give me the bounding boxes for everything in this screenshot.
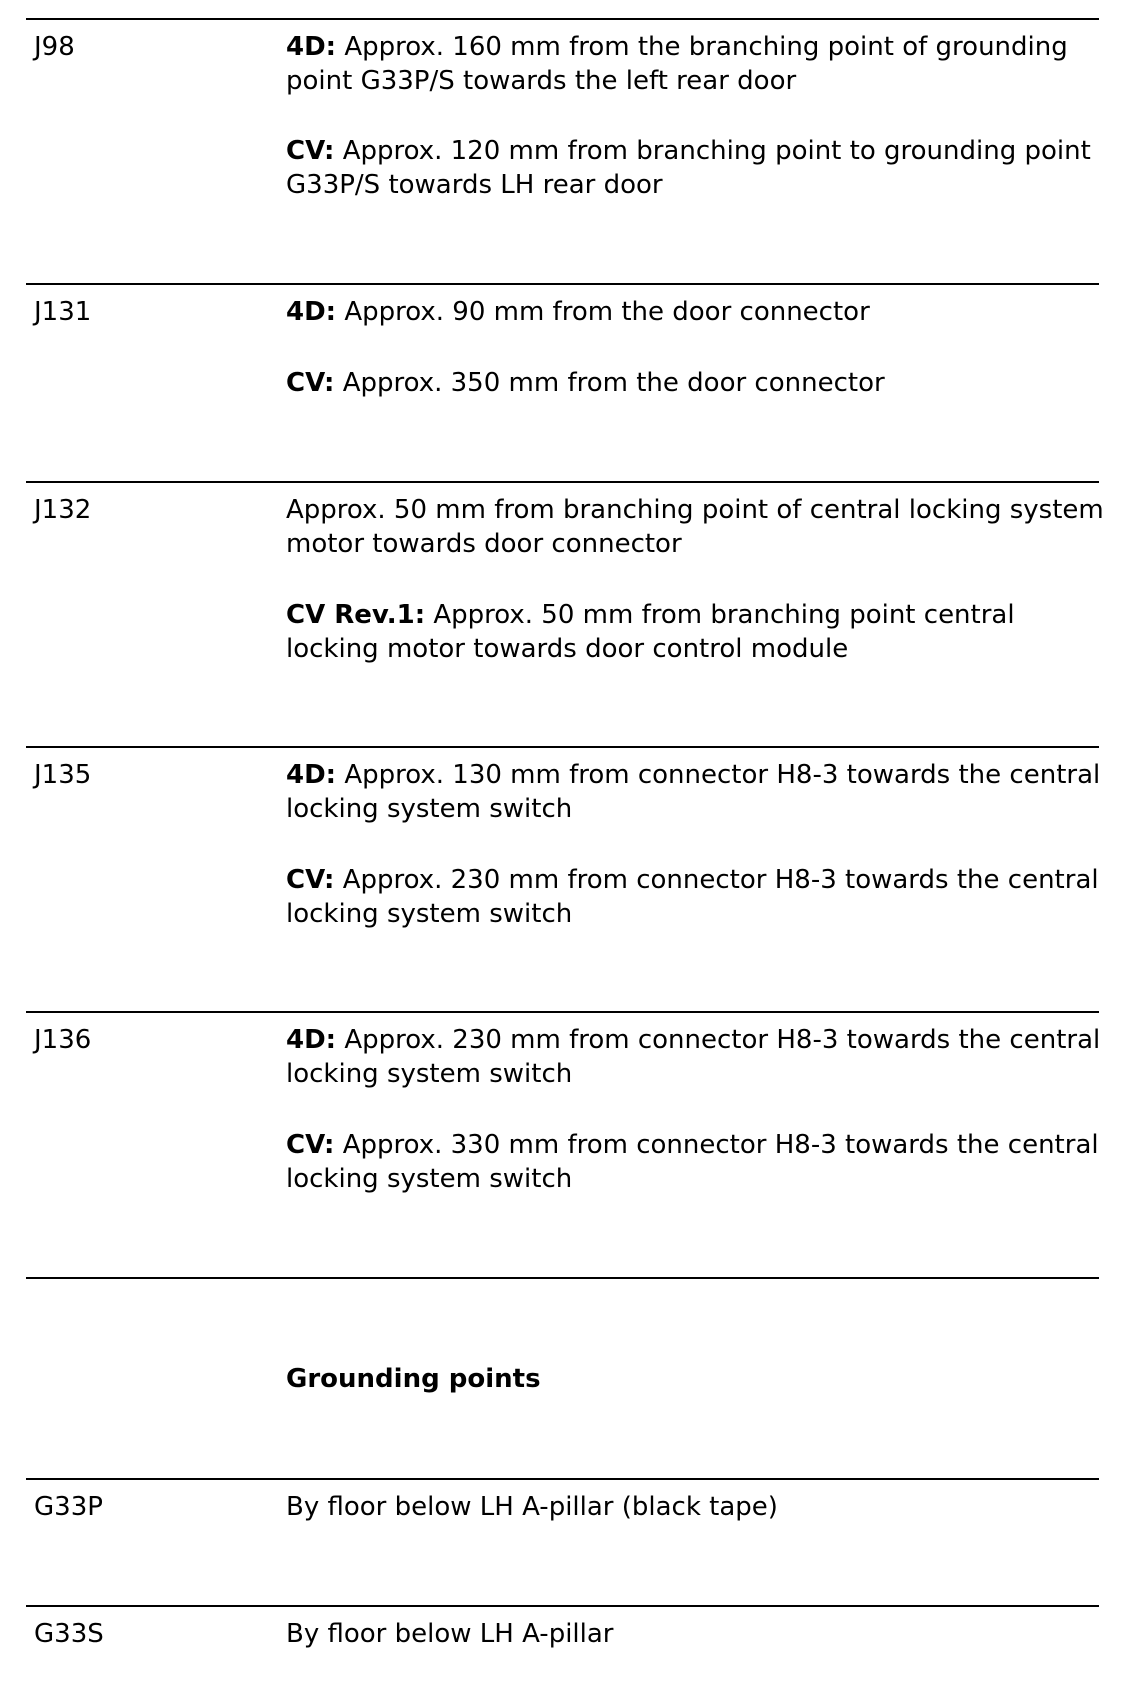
variant-label: CV: (286, 136, 335, 166)
description-text: Approx. 160 mm from the branching point of grounding point G33P/S towards the left rear door (286, 32, 1068, 96)
grounding-description: By floor below LH A-pillar (black tape) (286, 1492, 778, 1522)
variant-label: CV: (286, 1130, 335, 1160)
variant-label: 4D: (286, 297, 337, 327)
location-description (286, 30, 1106, 98)
grounding-code: G33P (34, 1492, 103, 1522)
location-description (286, 134, 1106, 202)
location-description (286, 758, 1106, 826)
row-divider (26, 18, 1099, 20)
variant-label: CV Rev.1: (286, 600, 426, 630)
connector-code: J135 (34, 760, 92, 790)
location-description (286, 863, 1106, 931)
connector-code: J131 (34, 297, 92, 327)
variant-label: CV: (286, 865, 335, 895)
description-text: Approx. 50 mm from branching point central locking motor towards door control module (286, 600, 1015, 664)
location-description (286, 366, 1106, 400)
grounding-code: G33S (34, 1619, 104, 1649)
description-text: Approx. 90 mm from the door connector (336, 297, 870, 327)
location-description (286, 493, 1106, 561)
row-divider (26, 1605, 1099, 1607)
grounding-description: By floor below LH A-pillar (286, 1619, 614, 1649)
variant-label: 4D: (286, 1025, 337, 1055)
row-divider (26, 283, 1099, 285)
variant-label: 4D: (286, 760, 337, 790)
row-divider (26, 481, 1099, 483)
connector-code: J98 (34, 32, 75, 62)
description-text: Approx. 130 mm from connector H8-3 towards the central locking system switch (286, 760, 1101, 824)
connector-code: J132 (34, 495, 92, 525)
row-divider (26, 1011, 1099, 1013)
description-text: Approx. 330 mm from connector H8-3 towards the central locking system switch (286, 1130, 1099, 1194)
row-divider (26, 746, 1099, 748)
description-text: Approx. 50 mm from branching point of central locking system motor towards door connector (286, 495, 1104, 559)
description-text: Approx. 120 mm from branching point to grounding point G33P/S towards LH rear door (286, 136, 1091, 200)
location-description (286, 1128, 1106, 1196)
location-description (286, 295, 1106, 329)
row-divider (26, 1277, 1099, 1279)
connector-code: J136 (34, 1025, 92, 1055)
description-text: Approx. 350 mm from the door connector (334, 368, 885, 398)
location-description (286, 598, 1106, 666)
variant-label: 4D: (286, 32, 337, 62)
description-text: Approx. 230 mm from connector H8-3 towards the central locking system switch (286, 1025, 1101, 1089)
section-heading: Grounding points (286, 1364, 541, 1394)
description-text: Approx. 230 mm from connector H8-3 towards the central locking system switch (286, 865, 1099, 929)
variant-label: CV: (286, 368, 335, 398)
row-divider (26, 1478, 1099, 1480)
location-description (286, 1023, 1106, 1091)
